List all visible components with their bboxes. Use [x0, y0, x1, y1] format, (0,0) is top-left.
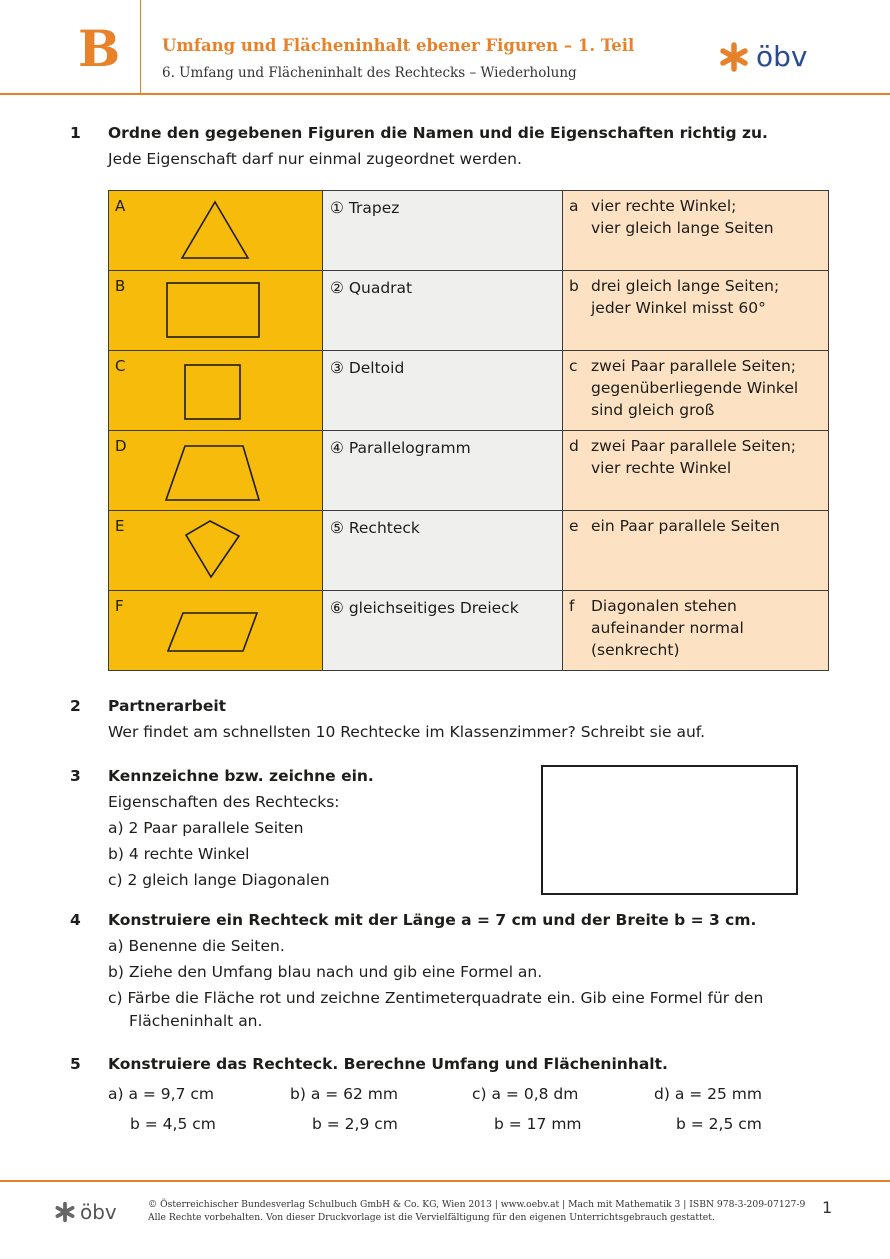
exercise-length: b) a = 62 mm: [290, 1085, 399, 1103]
task-item: b) 4 rechte Winkel: [108, 845, 250, 863]
task-item: b) Ziehe den Umfang blau nach und gib eine Formel an.: [108, 963, 543, 981]
figure-cell: [109, 511, 323, 591]
logo-text: öbv: [756, 40, 808, 73]
name-cell: [323, 351, 563, 431]
figure-label: B: [115, 277, 126, 295]
table-row: [109, 591, 829, 671]
task-title: Konstruiere ein Rechteck mit der Länge a = 7 cm und der Breite b = 3 cm.: [108, 911, 757, 929]
figure-name: ② Quadrat: [330, 279, 413, 297]
figure-label: F: [115, 597, 124, 615]
task-item: c) Färbe die Fläche rot und zeichne Zentimeterquadrate ein. Gib eine Formel für den: [108, 989, 764, 1007]
task-number: 2: [70, 697, 81, 715]
property-line: gegenüberliegende Winkel: [591, 379, 799, 397]
figure-cell: [109, 191, 323, 271]
table-row: [109, 271, 829, 351]
figure-label: C: [115, 357, 126, 375]
task-text: Jede Eigenschaft darf nur einmal zugeordnet werden.: [108, 150, 522, 168]
task-number: 3: [70, 767, 81, 785]
page-subtitle: 6. Umfang und Flächeninhalt des Rechtecks – Wiederholung: [162, 65, 577, 81]
footer-divider: [0, 1180, 890, 1182]
header-divider-vertical: [140, 0, 141, 94]
property-letter: f: [569, 597, 575, 615]
name-cell: [323, 191, 563, 271]
exercise-length: c) a = 0,8 dm: [472, 1085, 579, 1103]
name-cell: [323, 271, 563, 351]
task-title: Partnerarbeit: [108, 697, 227, 715]
figure-cell: [109, 351, 323, 431]
name-cell: [323, 511, 563, 591]
header-divider: [0, 93, 890, 95]
footer-logo-text: öbv: [80, 1200, 117, 1224]
figure-cell: [109, 271, 323, 351]
property-line: jeder Winkel misst 60°: [591, 299, 766, 317]
name-cell: [323, 431, 563, 511]
chapter-letter: B: [78, 19, 121, 78]
name-cell: [323, 591, 563, 671]
figure-name: ⑤ Rechteck: [330, 519, 420, 537]
property-line: vier gleich lange Seiten: [591, 219, 774, 237]
figure-name: ③ Deltoid: [330, 359, 405, 377]
property-cell: [563, 591, 829, 671]
figure-label: D: [115, 437, 127, 455]
task-title: Konstruiere das Rechteck. Berechne Umfang und Flächeninhalt.: [108, 1055, 668, 1073]
task-title: Ordne den gegebenen Figuren die Namen und die Eigenschaften richtig zu.: [108, 124, 768, 142]
page-number: 1: [822, 1198, 833, 1217]
task-number: 1: [70, 124, 81, 142]
exercise-length: d) a = 25 mm: [654, 1085, 763, 1103]
copyright: [148, 1198, 805, 1224]
task-text: Wer findet am schnellsten 10 Rechtecke im Klassenzimmer? Schreibt sie auf.: [108, 723, 706, 741]
trapezoid-icon: [109, 431, 322, 510]
footer-logo: [54, 1200, 117, 1224]
property-cell: [563, 351, 829, 431]
table-row: [109, 351, 829, 431]
task-text: Eigenschaften des Rechtecks:: [108, 793, 340, 811]
kite-icon: [109, 511, 322, 590]
figure-name: ④ Parallelogramm: [330, 439, 471, 457]
property-cell: [563, 271, 829, 351]
rectangle-icon: [109, 271, 322, 350]
triangle-icon: [109, 191, 322, 270]
property-letter: a: [569, 197, 579, 215]
task-item: a) 2 Paar parallele Seiten: [108, 819, 304, 837]
property-cell: [563, 431, 829, 511]
task-item: a) Benenne die Seiten.: [108, 937, 285, 955]
exercise-width: b = 2,5 cm: [676, 1115, 762, 1133]
copyright-line: © Österreichischer Bundesverlag Schulbuch GmbH & Co. KG, Wien 2013 | www.oebv.at | Mach mit Mathematik 3 | ISBN 978-3-209-07127-9: [148, 1199, 806, 1210]
property-letter: c: [569, 357, 578, 375]
exercise-width: b = 4,5 cm: [130, 1115, 216, 1133]
property-line: zwei Paar parallele Seiten;: [591, 437, 796, 455]
property-line: ein Paar parallele Seiten: [591, 517, 780, 535]
property-line: (senkrecht): [591, 641, 680, 659]
task-title: Kennzeichne bzw. zeichne ein.: [108, 767, 374, 785]
property-line: sind gleich groß: [591, 401, 715, 419]
task-item: c) 2 gleich lange Diagonalen: [108, 871, 330, 889]
property-line: vier rechte Winkel;: [591, 197, 737, 215]
parallelogram-icon: [109, 591, 322, 670]
star-icon: [718, 41, 750, 73]
property-letter: d: [569, 437, 579, 455]
exercise-length: a) a = 9,7 cm: [108, 1085, 215, 1103]
property-letter: b: [569, 277, 579, 295]
figure-name: ⑥ gleichseitiges Dreieck: [330, 599, 519, 617]
task-item: Flächeninhalt an.: [129, 1012, 263, 1030]
exercise-width: b = 2,9 cm: [312, 1115, 398, 1133]
task-number: 5: [70, 1055, 81, 1073]
table-row: [109, 431, 829, 511]
matching-table: [108, 190, 829, 671]
figure-cell: [109, 591, 323, 671]
publisher-logo: [718, 40, 807, 74]
figure-label: E: [115, 517, 125, 535]
property-cell: [563, 511, 829, 591]
table-row: [109, 191, 829, 271]
property-cell: [563, 191, 829, 271]
property-letter: e: [569, 517, 579, 535]
task-number: 4: [70, 911, 81, 929]
property-line: drei gleich lange Seiten;: [591, 277, 780, 295]
drawing-rectangle: [541, 765, 798, 895]
star-icon: [54, 1201, 76, 1223]
figure-cell: [109, 431, 323, 511]
property-line: vier rechte Winkel: [591, 459, 732, 477]
square-icon: [109, 351, 322, 430]
figure-name: ① Trapez: [330, 199, 400, 217]
property-line: zwei Paar parallele Seiten;: [591, 357, 796, 375]
figure-label: A: [115, 197, 126, 215]
property-line: aufeinander normal: [591, 619, 744, 637]
exercise-width: b = 17 mm: [494, 1115, 582, 1133]
copyright-line: Alle Rechte vorbehalten. Von dieser Druckvorlage ist die Vervielfältigung für den eigenen Unterrichtsgebrauch gestattet.: [148, 1212, 715, 1223]
page-title: Umfang und Flächeninhalt ebener Figuren – 1. Teil: [162, 36, 635, 55]
table-row: [109, 511, 829, 591]
property-line: Diagonalen stehen: [591, 597, 737, 615]
